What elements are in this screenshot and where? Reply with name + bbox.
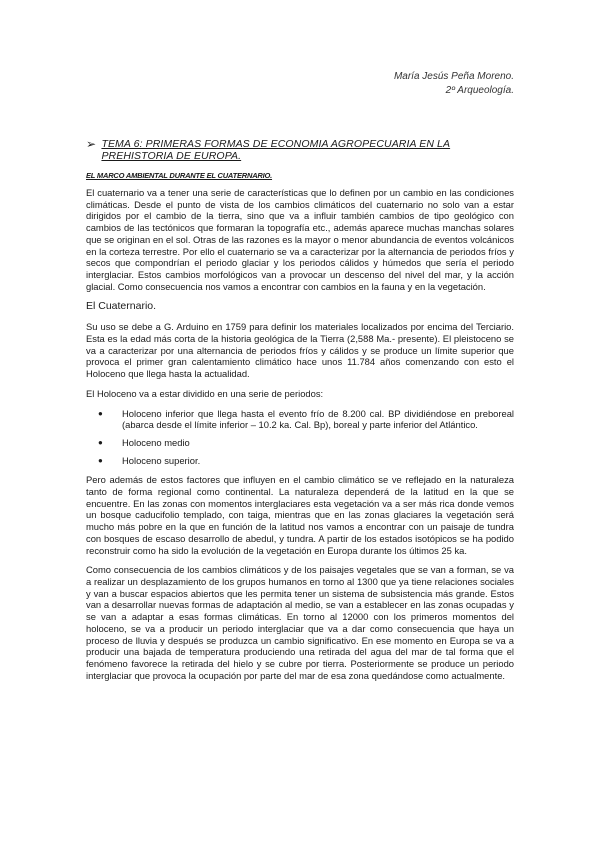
bullet-dot-icon: ● (98, 437, 103, 447)
list-item (86, 455, 514, 467)
section-heading-cuaternario: El Cuaternario. (86, 300, 157, 313)
section-subheading: EL MARCO AMBIENTAL DURANTE EL CUATERNARIO. (86, 171, 273, 180)
paragraph-intro: El cuaternario va a tener una serie de características que lo definen por un cambio en las condiciones climáticas. Desde el punto de vista de los cambios climáticos del cuaternario no solo van a estar dirigidos por el cambio de la tierra, sino que va a influir también cambios de tipo geológico con cambios de las tectónicos que formaran la topografía etc., además aparece muchas manchas solares que se originan en el sol. Otras de las razones es la mayor o menor abundancia de eventos volcánicos en la corteza terrestre. Por ello el cuaternario se va a caracterizar por la alternancia de periodos fríos y secos que compondrían el periodo glaciar y los periodos cálidos y húmedos que sería el periodo interglaciar. Estos cambios morfológicos van a provocar un descenso del nivel del mar, y la acción glacial. Como consecuencia nos vamos a encontrar con cambios en la fauna y en la vegetación. (86, 187, 514, 292)
document-body (86, 171, 514, 689)
arrow-bullet-icon: ➢ (86, 137, 97, 151)
author-course: 2º Arqueología. (445, 85, 514, 96)
list-item (86, 437, 514, 449)
chapter-title (86, 138, 514, 162)
bullet-dot-icon: ● (98, 455, 103, 465)
paragraph-vegetation: Pero además de estos factores que influyen en el cambio climático se ve reflejado en la naturaleza tanto de forma regional como continental. La naturaleza dependerá de la latitud en la que se encuentre. En las zonas con momentos interglaciares esta vegetación va a ser más rica donde vemos un bosque caducifolio templado, con taiga, mientras que en las zonas glaciares la vegetación será mucho más pobre en la que en función de la latitud nos vamos a encontrar con un paisaje de tundra con bosques de escaso desarrollo de abedul, y tundra. A partir de los estados isotópicos se ha podido reconstruir como ha sido la evolución de la vegetación en Europa durante los últimos 25 ka. (86, 474, 514, 556)
list-item-text: Holoceno medio (122, 436, 190, 448)
bullet-dot-icon: ● (98, 408, 103, 418)
author-block (394, 70, 514, 98)
holoceno-periods-list (86, 408, 514, 467)
list-item (86, 408, 514, 431)
list-item-text: Holoceno superior. (122, 454, 201, 466)
author-name: María Jesús Peña Moreno. (393, 71, 514, 82)
paragraph-arduino: Su uso se debe a G. Arduino en 1759 para definir los materiales localizados por encima del Terciario. Esta es la edad más corta de la historia geológica de la Tierra (2,588 Ma.- presente). El pleistoceno se va a caracterizar por una alternancia de periodos fríos y cálidos y se produce un límite superior que provoca el primer gran calentamiento climático hace unos 11.784 años comenzando con esto el Holoceno que llega hasta la actualidad. (86, 321, 514, 380)
chapter-title-text: TEMA 6: PRIMERAS FORMAS DE ECONOMIA AGROPECUARIA EN LA PREHISTORIA DE EUROPA. (101, 138, 451, 162)
paragraph-holoceno-intro: El Holoceno va a estar dividido en una serie de periodos: (86, 387, 324, 399)
paragraph-human-groups: Como consecuencia de los cambios climáticos y de los paisajes vegetales que se van a forman, se va a realizar un desplazamiento de los grupos humanos en torno al 1300 que ya tiene relaciones sociales y van a buscar espacios abiertos que les permita tener un sistema de subsistencia más grande. Estos van a desarrollar nuevas formas de adaptación al medio, se van a establecer en las zonas ocupadas y se van a adaptar a esas formas climáticas. En torno al 12000 con los primeros momentos del holoceno, se va a producir un periodo interglaciar que va a dar como consecuencia que haya un proceso de lluvia y después se produzca un cambio significativo. En ese momento en Europa se va a producir una bajada de temperatura produciendo una retirada del agua del mar de tal forma que el fenómeno favorece la retirada del hielo y se cubre por tierra. Posteriormente se produce un periodo interglaciar que provoca la ocupación por parte del mar de esa zona quedándose como actualmente. (86, 564, 514, 681)
list-item-text: Holoceno inferior que llega hasta el evento frío de 8.200 cal. BP dividiéndose en preboreal (abarca desde el límite inferior – 10.2 ka. Cal. Bp), boreal y parte inferior del Atlántico. (122, 407, 514, 431)
